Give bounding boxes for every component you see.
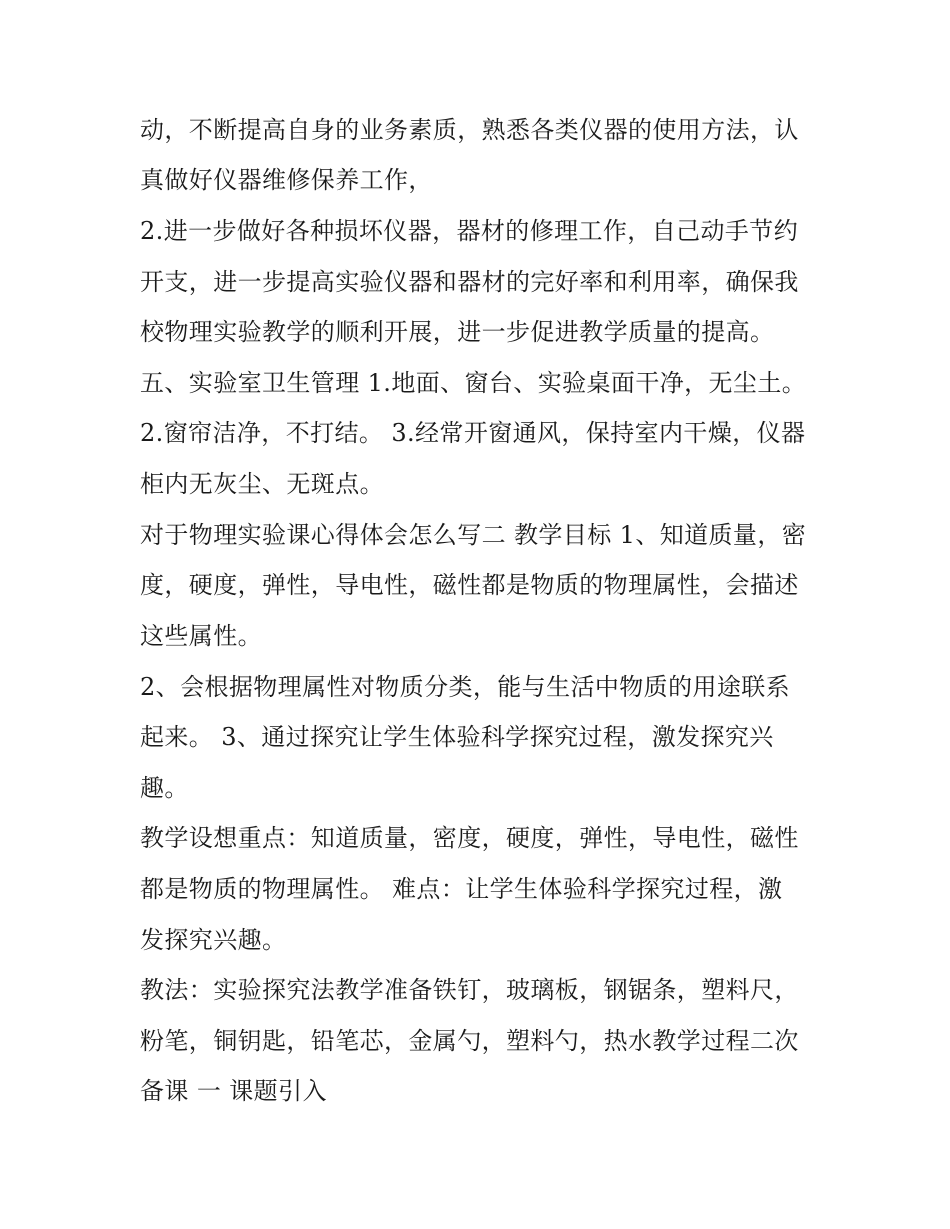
text-line: 2、会根据物理属性对物质分类，能与生活中物质的用途联系 (140, 673, 791, 701)
text-line: 粉笔，铜钥匙，铅笔芯，金属勺，塑料勺，热水教学过程二次 (140, 1027, 799, 1055)
text-line: 校物理实验教学的顺利开展，进一步促进教学质量的提高。 (140, 318, 775, 346)
text-line: 起来。 3、通过探究让学生体验科学探究过程，激发探究兴 (140, 723, 774, 751)
text-line: 趣。 (140, 774, 189, 802)
text-line: 教法：实验探究法教学准备铁钉，玻璃板，钢锯条，塑料尺， (140, 976, 799, 1004)
text-line: 2.窗帘洁净，不打结。 3.经常开窗通风，保持室内干燥，仪器 (140, 419, 806, 447)
text-line: 度，硬度，弹性，导电性，磁性都是物质的物理属性，会描述 (140, 571, 799, 599)
text-line: 柜内无灰尘、无斑点。 (140, 470, 384, 498)
text-line: 2.进一步做好各种损坏仪器，器材的修理工作，自己动手节约 (140, 217, 799, 245)
text-line: 都是物质的物理属性。 难点：让学生体验科学探究过程，激 (140, 875, 783, 903)
text-line: 动，不断提高自身的业务素质，熟悉各类仪器的使用方法，认 (140, 116, 799, 144)
text-line: 开支，进一步提高实验仪器和器材的完好率和利用率，确保我 (140, 268, 799, 296)
text-line: 五、实验室卫生管理 1.地面、窗台、实验桌面干净，无尘土。 (140, 369, 807, 397)
text-line: 教学设想重点：知道质量，密度，硬度，弹性，导电性，磁性 (140, 824, 799, 852)
text-line: 备课 一 课题引入 (140, 1077, 327, 1105)
text-line: 发探究兴趣。 (140, 926, 287, 954)
text-line: 这些属性。 (140, 622, 262, 650)
text-line: 对于物理实验课心得体会怎么写二 教学目标 1、知道质量，密 (140, 521, 807, 549)
text-line: 真做好仪器维修保养工作， (140, 166, 433, 194)
